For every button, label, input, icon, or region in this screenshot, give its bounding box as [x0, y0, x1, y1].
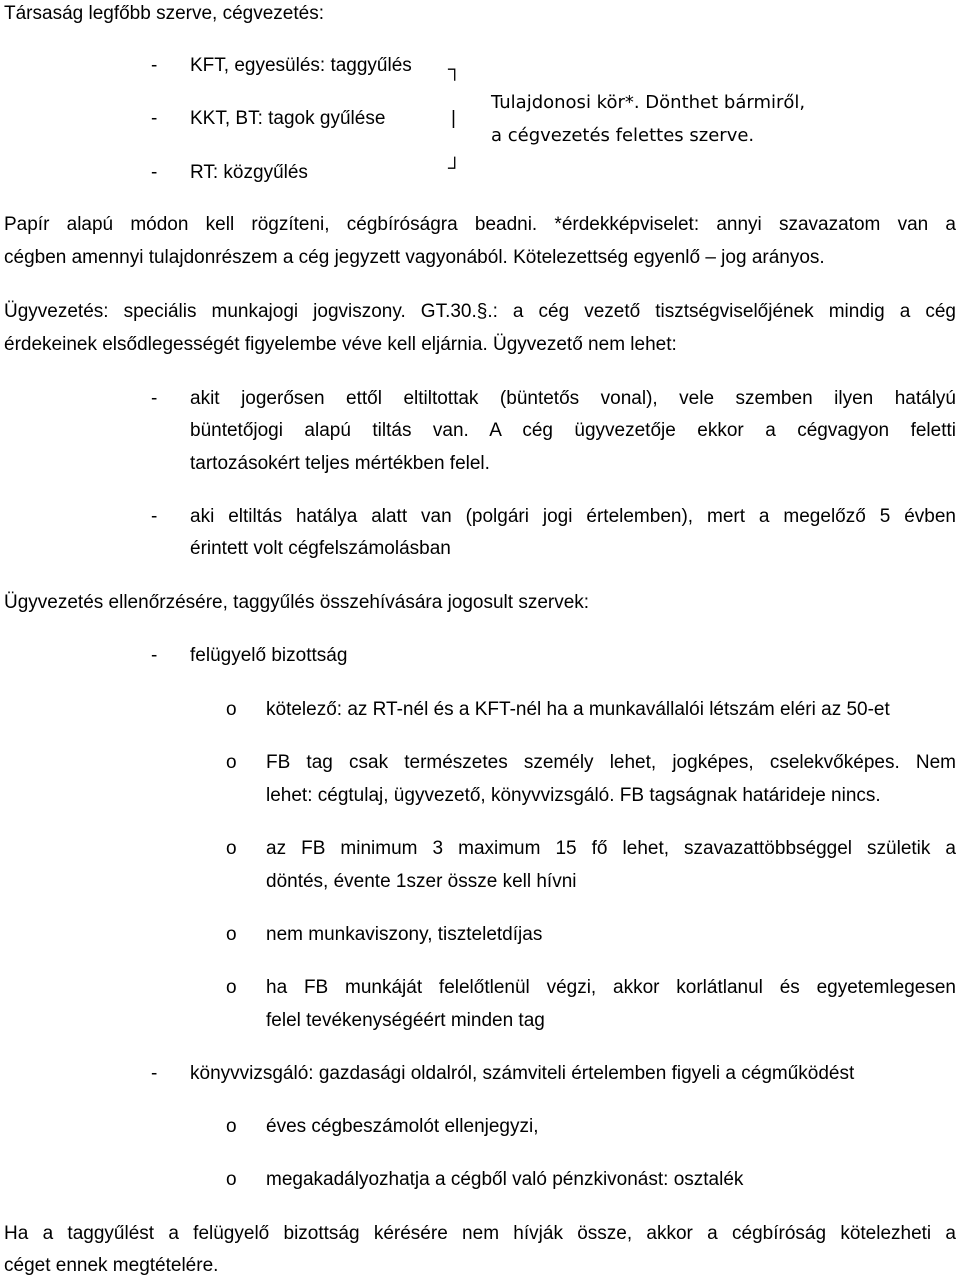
list-dash: -	[151, 55, 158, 76]
bracket-middle: |	[451, 108, 456, 129]
bracket-bottom: ┘	[448, 158, 462, 179]
exclusion-1-line: tartozásokért teljes mértékben felel.	[190, 453, 490, 474]
control-heading: Ügyvezetés ellenőrzésére, taggyűlés összehívására jogosult szervek:	[4, 592, 590, 613]
exclusion-2-line: érintett volt cégfelszámolásban	[190, 538, 451, 559]
fb-item-4-line: nem munkaviszony, tiszteletdíjas	[266, 924, 543, 945]
auditor-item-2-line: megakadályozhatja a cégből való pénzkivonást: osztalék	[266, 1169, 744, 1190]
exclusion-1-line: büntetőjogi alapú tiltás van. A cég ügyvezetője ekkor a cégvagyon feletti	[190, 420, 956, 441]
supervisory-board-label: felügyelő bizottság	[190, 645, 348, 666]
fb-item-3-line: az FB minimum 3 maximum 15 fő lehet, szavazattöbbséggel születik a	[266, 838, 956, 859]
owners-note-line: a cégvezetés felettes szerve.	[491, 125, 755, 146]
auditor-item-1-line: éves cégbeszámolót ellenjegyzi,	[266, 1116, 539, 1137]
exclusion-2-line: aki eltiltás hatálya alatt van (polgári jogi értelemben), mert a megelőző 5 évben	[190, 506, 956, 527]
bullet: o	[226, 699, 237, 720]
paragraph-manager-line: érdekeinek elsődlegességét figyelembe véve kell eljárnia. Ügyvezető nem lehet:	[4, 334, 677, 355]
fb-item-1-line: kötelező: az RT-nél és a KFT-nél ha a munkavállalói létszám eléri az 50-et	[266, 699, 890, 720]
page-heading: Társaság legfőbb szerve, cégvezetés:	[4, 3, 325, 24]
governing-body-kkt-bt: KKT, BT: tagok gyűlése	[190, 108, 386, 129]
list-dash: -	[151, 388, 158, 409]
list-dash: -	[151, 1063, 158, 1084]
bullet: o	[226, 838, 237, 859]
bullet: o	[226, 1116, 237, 1137]
final-paragraph-line: Ha a taggyűlést a felügyelő bizottság kérésére nem hívják össze, akkor a cégbíróság kötelezheti a	[4, 1223, 956, 1244]
owners-note-line: Tulajdonosi kör*. Dönthet bármiről,	[491, 92, 806, 113]
fb-item-2-line: lehet: cégtulaj, ügyvezető, könyvvizsgáló. FB tagságnak határideje nincs.	[266, 785, 881, 806]
governing-body-kft: KFT, egyesülés: taggyűlés	[190, 55, 412, 76]
list-dash: -	[151, 108, 158, 129]
final-paragraph-line: céget ennek megtételére.	[4, 1255, 219, 1276]
governing-body-rt: RT: közgyűlés	[190, 162, 308, 183]
auditor-label: könyvvizsgáló: gazdasági oldalról, számviteli értelemben figyeli a cégműködést	[190, 1063, 855, 1084]
bullet: o	[226, 924, 237, 945]
bullet: o	[226, 752, 237, 773]
fb-item-3-line: döntés, évente 1szer össze kell hívni	[266, 871, 577, 892]
bracket-top: ┐	[448, 59, 462, 80]
exclusion-1-line: akit jogerősen ettől eltiltottak (büntetős vonal), vele szemben ilyen hatályú	[190, 388, 956, 409]
fb-item-2-line: FB tag csak természetes személy lehet, jogképes, cselekvőképes. Nem	[266, 752, 956, 773]
bullet: o	[226, 1169, 237, 1190]
paragraph-paper-line: Papír alapú módon kell rögzíteni, cégbíróságra beadni. *érdekképviselet: annyi szavazatom van a	[4, 214, 956, 235]
list-dash: -	[151, 506, 158, 527]
list-dash: -	[151, 645, 158, 666]
paragraph-paper-line: cégben amennyi tulajdonrészem a cég jegyzett vagyonából. Kötelezettség egyenlő – jog arányos.	[4, 247, 825, 268]
list-dash: -	[151, 162, 158, 183]
bullet: o	[226, 977, 237, 998]
paragraph-manager-line: Ügyvezetés: speciális munkajogi jogviszony. GT.30.§.: a cég vezető tisztségviselőjének mindig a cég	[4, 301, 956, 322]
fb-item-5-line: ha FB munkáját felelőtlenül végzi, akkor korlátlanul és egyetemlegesen	[266, 977, 956, 998]
fb-item-5-line: felel tevékenységéért minden tag	[266, 1010, 545, 1031]
